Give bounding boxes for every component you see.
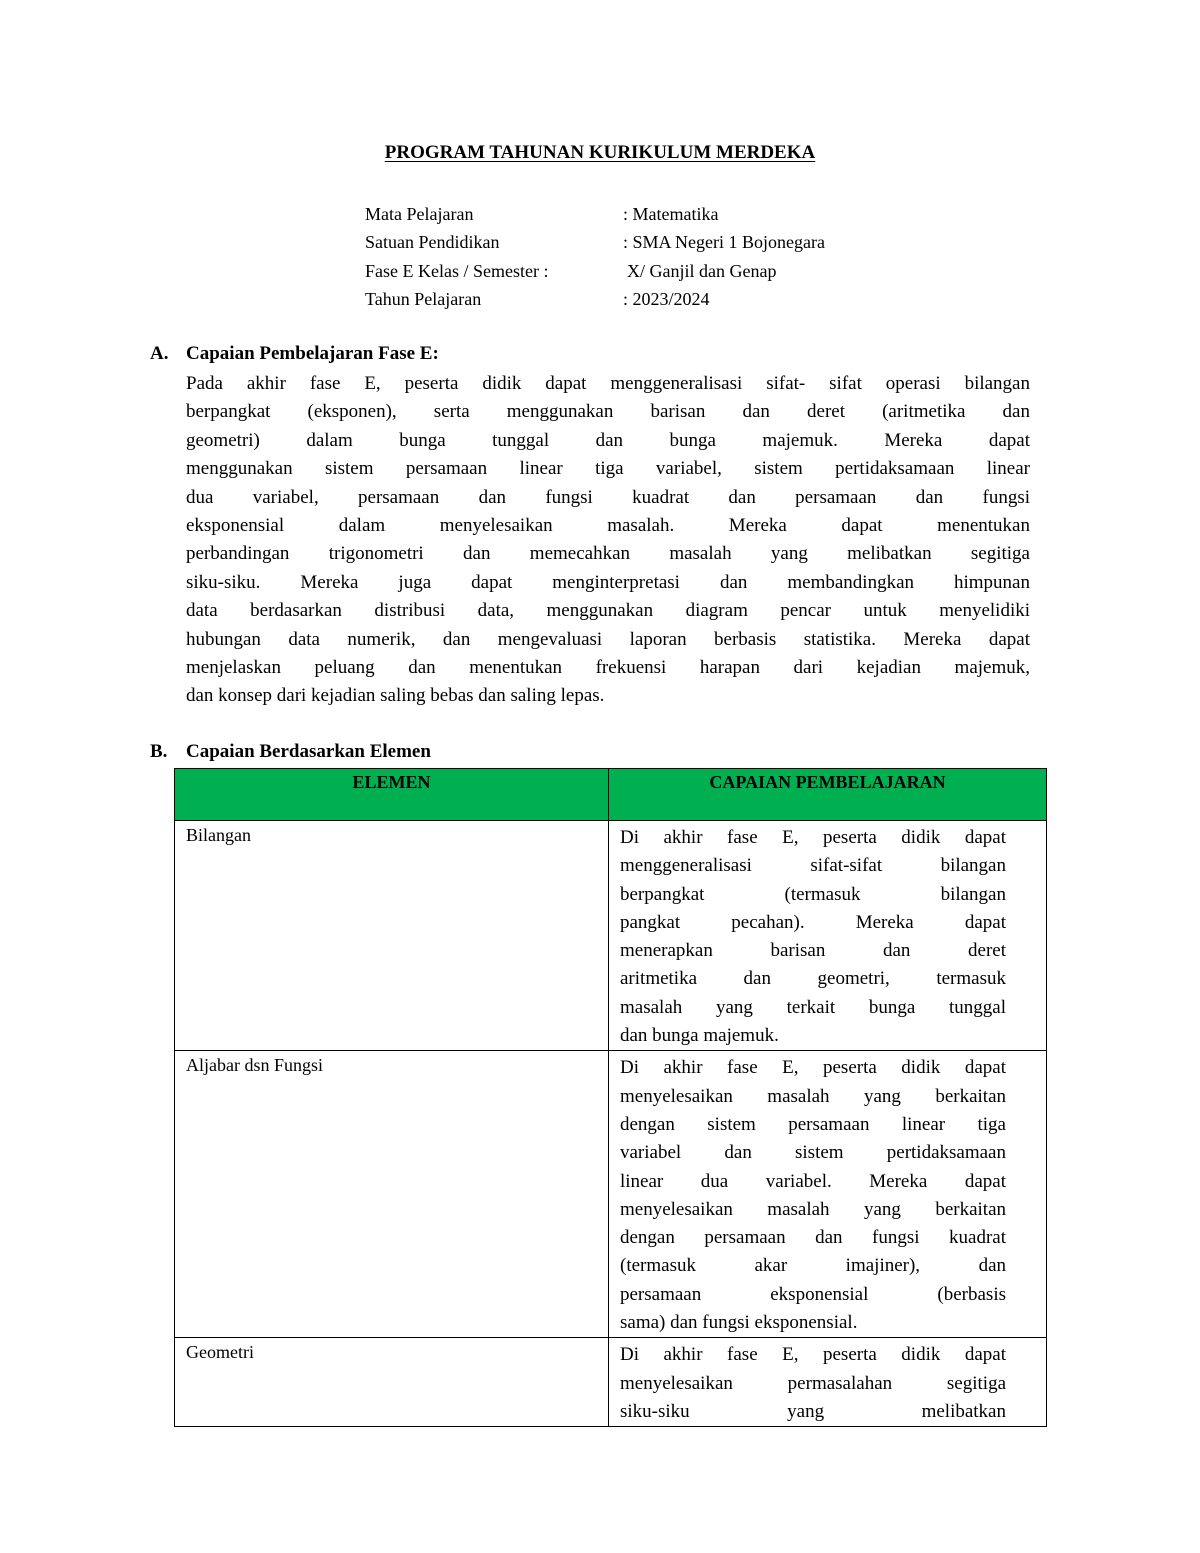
paragraph-line: siku-siku. Mereka juga dapat menginterpretasi dan membandingkan himpunan <box>186 571 1030 593</box>
capaian-line: variabel dan sistem pertidaksamaan <box>620 1142 1006 1164</box>
section-a-paragraph <box>186 370 1030 711</box>
elemen-name: Geometri <box>186 1342 254 1363</box>
meta-value: X/ Ganjil dan Genap <box>627 260 777 281</box>
capaian-line: Di akhir fase E, peserta didik dapat <box>620 827 1006 848</box>
table-row <box>175 1051 1047 1338</box>
paragraph-line: Pada akhir fase E, peserta didik dapat menggeneralisasi sifat- sifat operasi bilangan <box>186 373 1030 394</box>
capaian-line: aritmetika dan geometri, termasuk <box>620 968 1006 990</box>
header-elemen: ELEMEN <box>175 769 609 821</box>
table-row <box>175 821 1047 1051</box>
meta-label: Tahun Pelajaran <box>365 288 482 309</box>
elemen-cell <box>175 1338 609 1427</box>
paragraph-line: eksponensial dalam menyelesaikan masalah. Mereka dapat menentukan <box>186 514 1030 536</box>
section-title: Capaian Berdasarkan Elemen <box>186 741 431 762</box>
capaian-line: dengan persamaan dan fungsi kuadrat <box>620 1227 1006 1249</box>
capaian-line: (termasuk akar imajiner), dan <box>620 1255 1006 1277</box>
elemen-name: Bilangan <box>186 825 251 845</box>
section-letter: A. <box>150 343 169 364</box>
capaian-cell <box>609 1338 1047 1427</box>
table-header-row <box>175 769 1047 821</box>
capaian-line: menerapkan barisan dan deret <box>620 940 1006 962</box>
capaian-line: linear dua variabel. Mereka dapat <box>620 1170 1006 1192</box>
document-title: PROGRAM TAHUNAN KURIKULUM MERDEKA <box>384 142 816 163</box>
paragraph-line: menjelaskan peluang dan menentukan frekuensi harapan dari kejadian majemuk, <box>186 656 1030 678</box>
meta-label: Fase E Kelas / Semester : <box>365 260 549 281</box>
capaian-line: Di akhir fase E, peserta didik dapat <box>620 1057 1006 1079</box>
paragraph-line: menggunakan sistem persamaan linear tiga variabel, sistem pertidaksamaan linear <box>186 458 1030 480</box>
capaian-line: menyelesaikan masalah yang berkaitan <box>620 1085 1006 1107</box>
paragraph-line: data berdasarkan distribusi data, menggunakan diagram pencar untuk menyelidiki <box>186 600 1030 622</box>
capaian-line: menyelesaikan permasalahan segitiga <box>620 1372 1006 1394</box>
capaian-table <box>174 768 1047 1427</box>
section-a-heading <box>150 343 439 365</box>
meta-label: Mata Pelajaran <box>365 204 474 224</box>
meta-label: Satuan Pendidikan <box>365 232 500 253</box>
capaian-line: Di akhir fase E, peserta didik dapat <box>620 1344 1006 1366</box>
elemen-cell <box>175 821 609 1051</box>
meta-value: : SMA Negeri 1 Bojonegara <box>623 232 825 253</box>
elemen-cell <box>175 1051 609 1338</box>
capaian-line: dengan sistem persamaan linear tiga <box>620 1113 1006 1135</box>
paragraph-line: berpangkat (eksponen), serta menggunakan barisan dan deret (aritmetika dan <box>186 401 1030 423</box>
capaian-cell <box>609 1051 1047 1338</box>
capaian-line: sama) dan fungsi eksponensial. <box>620 1312 858 1334</box>
capaian-line: siku-siku yang melibatkan <box>620 1400 1006 1422</box>
capaian-line: dan bunga majemuk. <box>620 1025 779 1047</box>
elemen-name: Aljabar dsn Fungsi <box>186 1055 323 1076</box>
capaian-line: pangkat pecahan). Mereka dapat <box>620 911 1006 933</box>
capaian-line: menggeneralisasi sifat-sifat bilangan <box>620 855 1006 877</box>
capaian-line: menyelesaikan masalah yang berkaitan <box>620 1198 1006 1220</box>
section-letter: B. <box>150 741 168 762</box>
header-capaian: CAPAIAN PEMBELAJARAN <box>609 769 1047 821</box>
paragraph-line: dan konsep dari kejadian saling bebas dan saling lepas. <box>186 685 605 707</box>
capaian-cell <box>609 821 1047 1051</box>
capaian-line: berpangkat (termasuk bilangan <box>620 883 1006 905</box>
capaian-line: persamaan eksponensial (berbasis <box>620 1283 1006 1305</box>
capaian-line: masalah yang terkait bunga tunggal <box>620 996 1006 1018</box>
paragraph-line: dua variabel, persamaan dan fungsi kuadrat dan persamaan dan fungsi <box>186 486 1030 508</box>
paragraph-line: hubungan data numerik, dan mengevaluasi laporan berbasis statistika. Mereka dapat <box>186 628 1030 650</box>
paragraph-line: geometri) dalam bunga tunggal dan bunga majemuk. Mereka dapat <box>186 429 1030 451</box>
section-title: Capaian Pembelajaran Fase E: <box>186 343 439 364</box>
paragraph-line: perbandingan trigonometri dan memecahkan masalah yang melibatkan segitiga <box>186 543 1030 565</box>
table-row <box>175 1338 1047 1427</box>
section-b-heading <box>150 741 431 763</box>
meta-value: : Matematika <box>623 204 719 224</box>
meta-value: : 2023/2024 <box>623 288 710 309</box>
